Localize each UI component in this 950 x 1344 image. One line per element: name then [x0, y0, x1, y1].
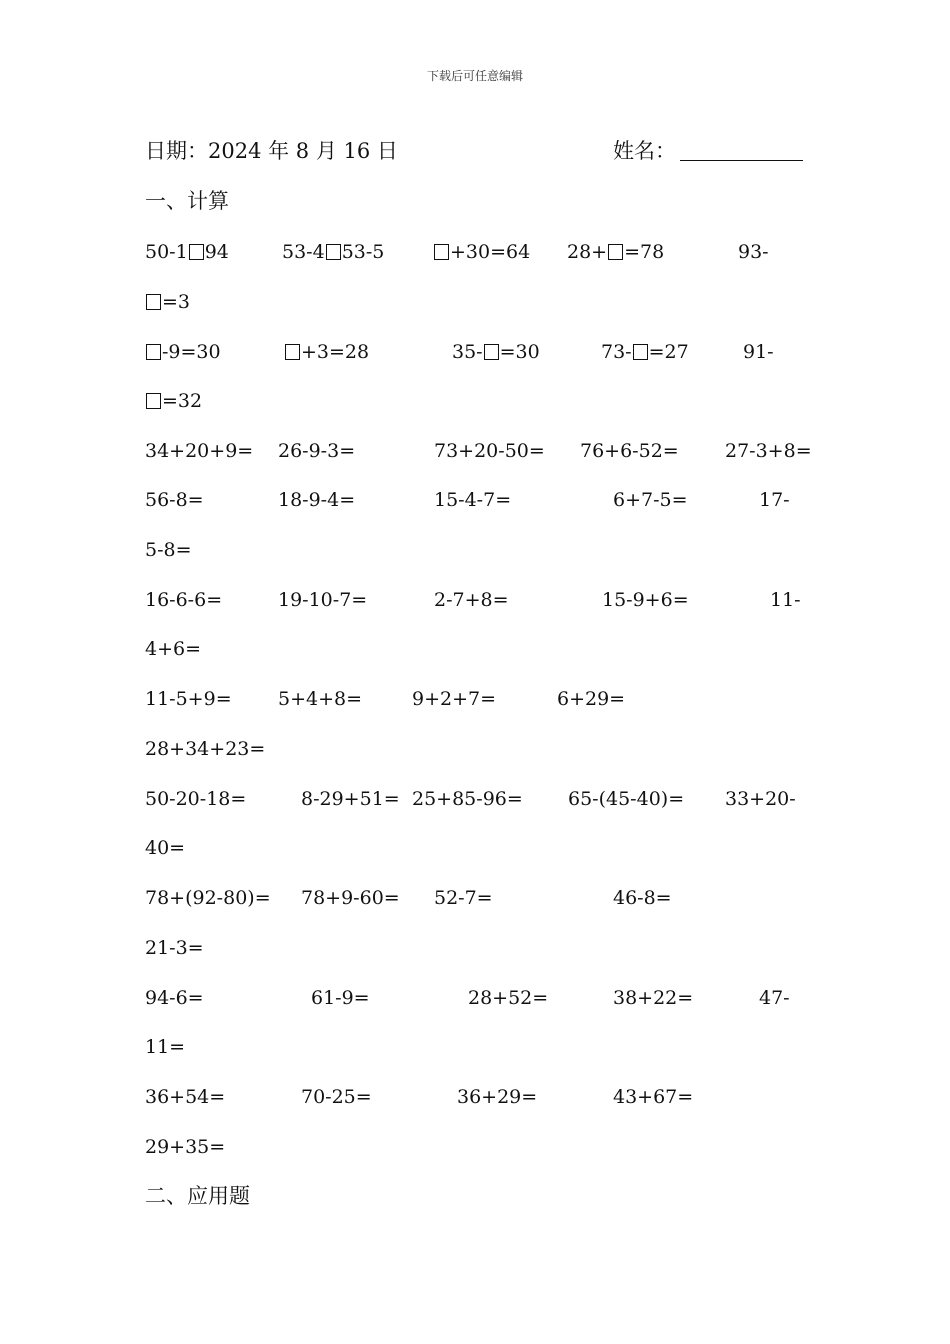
problem: 43+67=	[613, 1086, 694, 1108]
name-blank-line[interactable]	[680, 160, 803, 161]
answer-box[interactable]	[146, 393, 161, 409]
answer-box[interactable]	[484, 344, 499, 360]
problem: 70-25=	[301, 1086, 372, 1108]
answer-box[interactable]	[633, 344, 648, 360]
problem: 73+20-50=	[434, 440, 545, 462]
answer-box[interactable]	[608, 244, 623, 260]
problem: 36+54=	[145, 1086, 226, 1108]
problem: 52-7=	[434, 887, 493, 909]
fill-item: 28+ =78	[567, 241, 665, 263]
problem: 6+29=	[557, 688, 626, 710]
problem: 61-9=	[311, 987, 370, 1009]
problem: 34+20+9=	[145, 440, 254, 462]
problem: 28+34+23=	[145, 738, 266, 760]
problem: 65-(45-40)=	[568, 788, 685, 810]
problem: 46-8=	[613, 887, 672, 909]
problem: 6+7-5=	[613, 489, 688, 511]
answer-box[interactable]	[326, 244, 341, 260]
problem: 40=	[145, 837, 186, 859]
problem: 29+35=	[145, 1136, 226, 1158]
problem: 78+(92-80)=	[145, 887, 271, 909]
problem: 50-20-18=	[145, 788, 247, 810]
answer-box[interactable]	[189, 244, 204, 260]
problem: 19-10-7=	[278, 589, 368, 611]
answer-box[interactable]	[146, 344, 161, 360]
problem: 8-29+51=	[301, 788, 400, 810]
problem: 38+22=	[613, 987, 694, 1009]
problem: 47-	[759, 987, 790, 1009]
problem: 15-9+6=	[602, 589, 689, 611]
problem: 16-6-6=	[145, 589, 223, 611]
header-note: 下载后可任意编辑	[426, 69, 523, 83]
fill-item: 93-	[738, 241, 769, 263]
answer-box[interactable]	[146, 294, 161, 310]
problem: 18-9-4=	[278, 489, 356, 511]
problem: 15-4-7=	[434, 489, 512, 511]
problem: 36+29=	[457, 1086, 538, 1108]
fill-item: +30=64	[433, 240, 530, 264]
answer-box[interactable]	[285, 344, 300, 360]
fill-item: 73- =27	[601, 341, 689, 363]
date-label: 日期：2024 年 8 月 16 日	[145, 139, 398, 163]
name-label: 姓名：	[613, 139, 676, 163]
problem: 56-8=	[145, 489, 204, 511]
problem: 11-5+9=	[145, 688, 232, 710]
problem: 25+85-96=	[412, 788, 523, 810]
problem: 76+6-52=	[580, 440, 679, 462]
fill-item: =32	[145, 389, 202, 413]
section-title-word-problems: 二、应用题	[145, 1184, 250, 1208]
problem: 28+52=	[468, 987, 549, 1009]
problem: 94-6=	[145, 987, 204, 1009]
problem: 2-7+8=	[434, 589, 509, 611]
fill-item: 35- =30	[452, 341, 540, 363]
fill-item: 50-1 94	[145, 241, 229, 263]
problem: 21-3=	[145, 937, 204, 959]
fill-item: =3	[145, 290, 190, 314]
fill-item: 91-	[743, 341, 774, 363]
problem: 5-8=	[145, 539, 192, 561]
fill-item: -9=30	[145, 340, 221, 364]
problem: 27-3+8=	[725, 440, 812, 462]
fill-item: +3=28	[284, 340, 369, 364]
section-title-calculation: 一、计算	[145, 189, 229, 213]
problem: 11=	[145, 1036, 186, 1058]
problem: 4+6=	[145, 638, 202, 660]
problem: 26-9-3=	[278, 440, 356, 462]
problem: 78+9-60=	[301, 887, 400, 909]
problem: 17-	[759, 489, 790, 511]
problem: 33+20-	[725, 788, 796, 810]
problem: 11-	[770, 589, 801, 611]
fill-item: 53-4 53-5	[282, 241, 385, 263]
problem: 5+4+8=	[278, 688, 363, 710]
problem: 9+2+7=	[412, 688, 497, 710]
answer-box[interactable]	[434, 244, 449, 260]
